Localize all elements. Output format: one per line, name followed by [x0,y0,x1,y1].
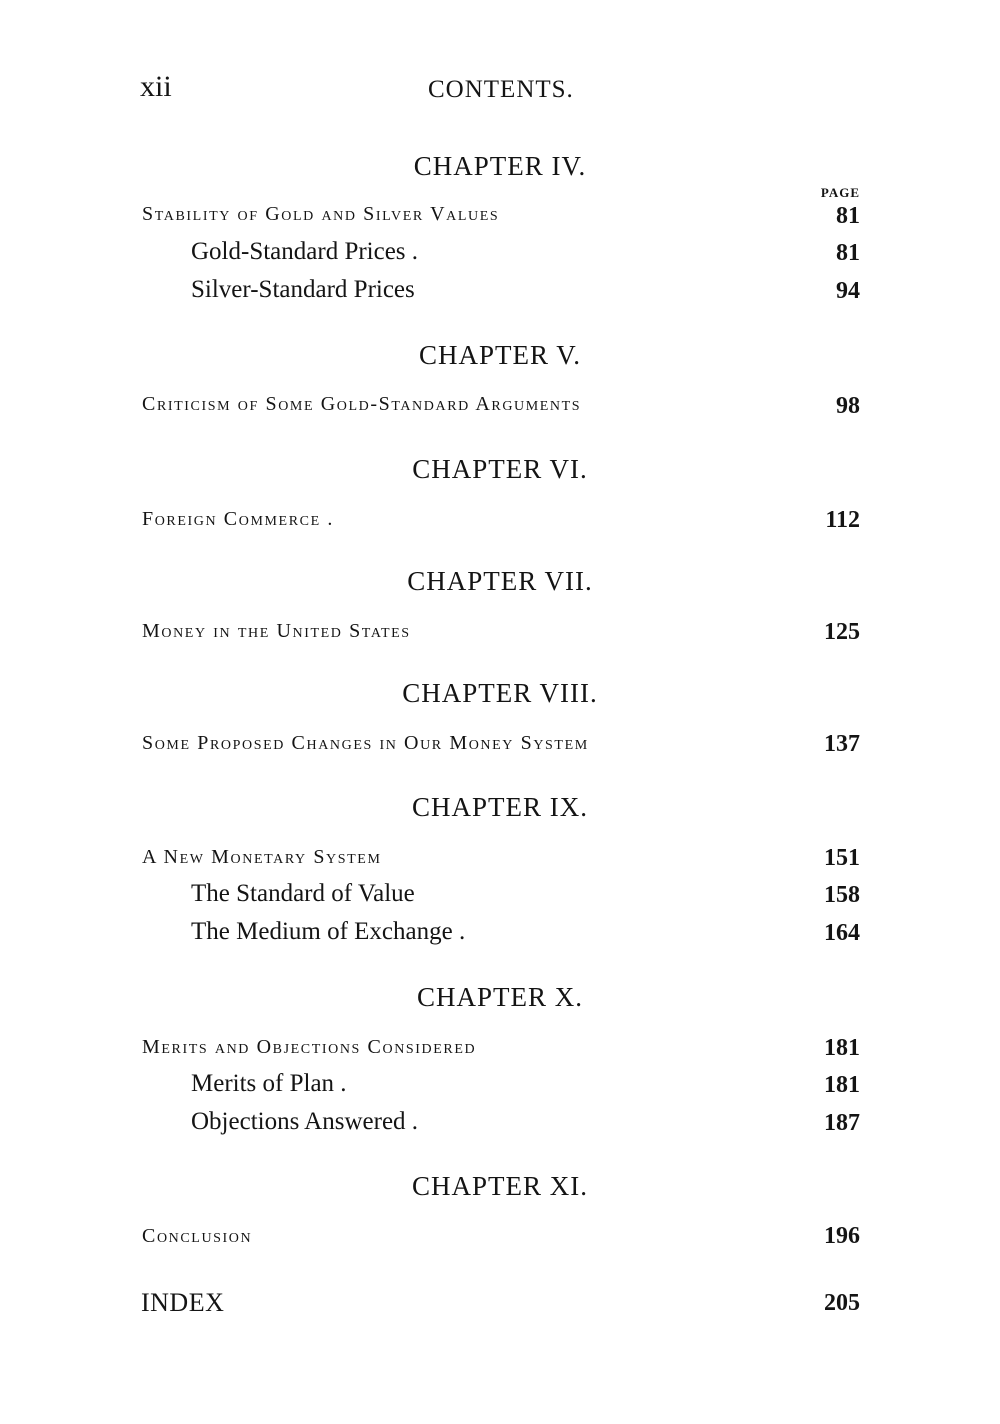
toc-entry-page: 125 [824,619,860,645]
toc-entry-page: 151 [824,845,860,871]
chapter-heading: CHAPTER X. [416,982,583,1012]
toc-subentry-page: 81 [836,240,860,266]
toc-entry-title[interactable]: Stability of Gold and Silver Values [142,203,500,225]
page-folio: xii [140,70,172,103]
toc-entry-page: 137 [824,731,860,757]
toc-subentry-title[interactable]: The Standard of Value [191,880,415,907]
chapter-heading: CHAPTER VI. [412,454,588,484]
toc-entry-page: 81 [836,203,860,229]
toc-entry-page: 196 [824,1223,860,1249]
chapter-heading: CHAPTER V. [418,340,582,370]
toc-entry-page: 98 [836,393,860,419]
chapter-heading: CHAPTER VII. [407,566,593,596]
toc-entry-title[interactable]: Foreign Commerce . [142,508,334,530]
chapter-heading: CHAPTER VIII. [402,678,598,708]
chapter-heading: CHAPTER IX. [411,792,588,822]
toc-subentry-page: 158 [824,882,860,908]
toc-entry-title[interactable]: Merits and Objections Considered [142,1036,477,1058]
toc-entry-title[interactable]: A New Monetary System [142,846,382,868]
toc-entry-page: 112 [825,507,860,533]
index-entry-title[interactable]: INDEX [141,1288,225,1317]
toc-subentry-title[interactable]: Objections Answered . [191,1108,419,1135]
toc-subentry-title[interactable]: Merits of Plan . [191,1070,347,1097]
toc-subentry-page: 187 [824,1110,860,1136]
index-entry-page: 205 [824,1290,860,1316]
toc-entry-title[interactable]: Money in the United States [142,620,411,642]
toc-subentry-page: 181 [824,1072,860,1098]
toc-subentry-page: 164 [824,920,860,946]
chapter-heading: CHAPTER XI. [411,1171,588,1201]
toc-entry-title[interactable]: Some Proposed Changes in Our Money System [142,732,589,754]
running-title: CONTENTS. [428,76,574,103]
toc-entry-page: 181 [824,1035,860,1061]
toc-entry-title[interactable]: Conclusion [142,1225,253,1247]
chapter-heading: CHAPTER IV. [413,151,587,181]
toc-subentry-title[interactable]: Gold-Standard Prices . [191,238,419,265]
toc-subentry-title[interactable]: The Medium of Exchange . [191,918,466,945]
toc-subentry-page: 94 [836,278,860,304]
toc-subentry-title[interactable]: Silver-Standard Prices [191,276,415,303]
toc-entry-title[interactable]: Criticism of Some Gold-Standard Arguments [142,393,582,415]
page-column-label: PAGE [820,185,860,200]
